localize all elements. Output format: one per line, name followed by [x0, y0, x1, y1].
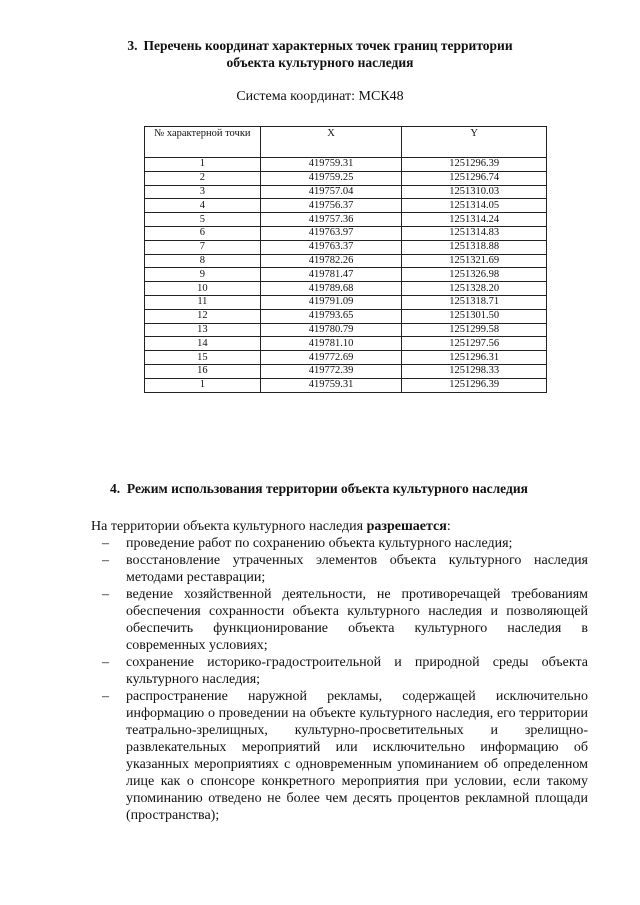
list-item-text: проведение работ по сохранению объекта культурного наследия;: [126, 536, 513, 551]
cell-y: 1251314.05: [402, 199, 547, 213]
list-dash-marker: –: [102, 536, 109, 551]
table-row: [145, 364, 547, 378]
cell-x: 419759.25: [260, 171, 402, 185]
cell-y: 1251318.88: [402, 240, 547, 254]
cell-point-number: 14: [145, 337, 261, 351]
list-dash-marker: –: [102, 587, 109, 602]
cell-y: 1251310.03: [402, 185, 547, 199]
cell-x: 419781.10: [260, 337, 402, 351]
section-4-heading: [110, 481, 528, 497]
table-row: [145, 199, 547, 213]
cell-x: 419793.65: [260, 309, 402, 323]
section-3-title-line1: [0, 37, 640, 54]
cell-y: 1251314.83: [402, 226, 547, 240]
list-item: [91, 586, 588, 654]
permitted-activities-list: [91, 535, 588, 824]
section-3-title-text: Перечень координат характерных точек границ территории: [143, 38, 513, 53]
cell-x: 419756.37: [260, 199, 402, 213]
section-3-number: 3.: [127, 38, 138, 53]
section-3-title-line2: объекта культурного наследия: [226, 55, 414, 70]
cell-point-number: 2: [145, 171, 261, 185]
cell-y: 1251296.39: [402, 378, 547, 392]
table-row: [145, 323, 547, 337]
cell-y: 1251296.39: [402, 158, 547, 172]
cell-x: 419781.47: [260, 268, 402, 282]
cell-point-number: 16: [145, 364, 261, 378]
coordinate-system-label: Система координат: МСК48: [236, 89, 404, 104]
table-row: [145, 171, 547, 185]
cell-x: 419780.79: [260, 323, 402, 337]
cell-x: 419772.69: [260, 351, 402, 365]
list-item-text: восстановление утраченных элементов объекта культурного наследия методами реставрации;: [126, 553, 588, 585]
cell-y: 1251296.74: [402, 171, 547, 185]
table-row: [145, 240, 547, 254]
permission-intro: [91, 518, 451, 535]
cell-y: 1251314.24: [402, 213, 547, 227]
table-row: [145, 378, 547, 392]
cell-point-number: 1: [145, 378, 261, 392]
table-row: [145, 158, 547, 172]
cell-y: 1251298.33: [402, 364, 547, 378]
intro-colon: :: [446, 519, 451, 534]
cell-point-number: 15: [145, 351, 261, 365]
list-dash-marker: –: [102, 689, 109, 704]
list-dash-marker: –: [102, 553, 109, 568]
cell-x: 419759.31: [260, 158, 402, 172]
cell-point-number: 12: [145, 309, 261, 323]
cell-point-number: 5: [145, 213, 261, 227]
table-row: [145, 226, 547, 240]
cell-x: 419772.39: [260, 364, 402, 378]
intro-bold-permitted: разрешается: [366, 519, 447, 534]
table-row: [145, 282, 547, 296]
cell-y: 1251328.20: [402, 282, 547, 296]
cell-point-number: 11: [145, 295, 261, 309]
cell-point-number: 13: [145, 323, 261, 337]
list-item: [91, 552, 588, 586]
table-row: [145, 185, 547, 199]
table-row: [145, 309, 547, 323]
list-item-text: сохранение историко-градостроительной и природной среды объекта культурного наследия;: [126, 655, 588, 687]
list-item: [91, 654, 588, 688]
cell-point-number: 7: [145, 240, 261, 254]
list-item: [91, 688, 588, 824]
section-4-title: Режим использования территории объекта культурного наследия: [126, 481, 528, 496]
table-row: [145, 254, 547, 268]
cell-point-number: 1: [145, 158, 261, 172]
table-row: [145, 295, 547, 309]
list-item-text: распространение наружной рекламы, содержащей исключительно информацию о проведении на объекте культурного наследия, его территории театрально-зрелищных, культурно-просветительных и зрелищно-развлекательных мероприятий или исключительно информацию об указанных мероприятиях с одновременным упоминанием об определенном лице как о спонсоре конкретного мероприятия при условии, если такому упоминанию отведено не более чем десять процентов рекламной площади (пространства);: [126, 689, 588, 823]
cell-x: 419757.04: [260, 185, 402, 199]
cell-point-number: 3: [145, 185, 261, 199]
table-header-row: [145, 127, 547, 158]
list-dash-marker: –: [102, 655, 109, 670]
cell-x: 419791.09: [260, 295, 402, 309]
cell-point-number: 10: [145, 282, 261, 296]
cell-point-number: 4: [145, 199, 261, 213]
cell-y: 1251318.71: [402, 295, 547, 309]
table-row: [145, 213, 547, 227]
cell-y: 1251326.98: [402, 268, 547, 282]
table-row: [145, 351, 547, 365]
intro-text: На территории объекта культурного наследия: [91, 519, 367, 534]
cell-y: 1251297.56: [402, 337, 547, 351]
header-x: X: [260, 127, 402, 158]
coordinates-table: [144, 126, 547, 393]
cell-x: 419763.37: [260, 240, 402, 254]
cell-point-number: 9: [145, 268, 261, 282]
table-row: [145, 337, 547, 351]
section-3-heading: [0, 37, 640, 71]
cell-x: 419789.68: [260, 282, 402, 296]
cell-y: 1251299.58: [402, 323, 547, 337]
cell-x: 419759.31: [260, 378, 402, 392]
cell-point-number: 8: [145, 254, 261, 268]
cell-y: 1251301.50: [402, 309, 547, 323]
section-4-number: 4.: [110, 481, 121, 496]
cell-y: 1251321.69: [402, 254, 547, 268]
table-body: [145, 158, 547, 393]
header-point-number: № характерной точки: [145, 127, 261, 158]
cell-x: 419763.97: [260, 226, 402, 240]
list-item-text: ведение хозяйственной деятельности, не противоречащей требованиям обеспечения сохранности объекта культурного наследия и позволяющей обеспечить функционирование объекта культурного наследия в современных условиях;: [126, 587, 588, 653]
cell-y: 1251296.31: [402, 351, 547, 365]
cell-point-number: 6: [145, 226, 261, 240]
list-item: [91, 535, 588, 552]
header-y: Y: [402, 127, 547, 158]
cell-x: 419782.26: [260, 254, 402, 268]
cell-x: 419757.36: [260, 213, 402, 227]
table-row: [145, 268, 547, 282]
